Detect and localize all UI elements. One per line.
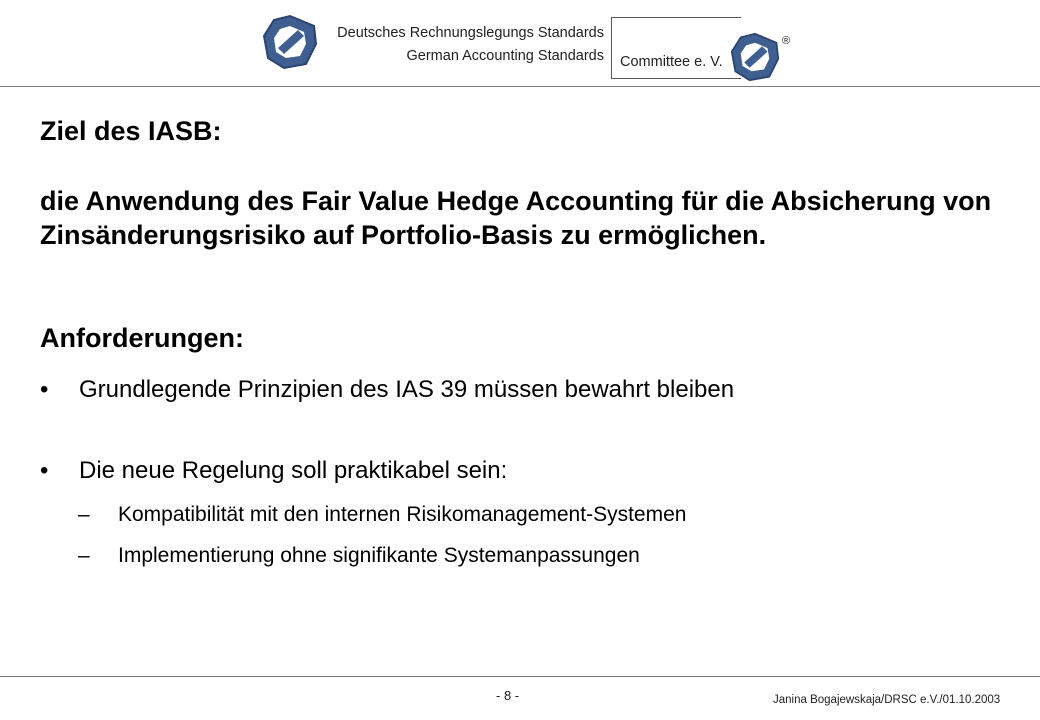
list-item [40,375,940,405]
sub-bullet-text: Kompatibilität mit den internen Risikomanagement-Systemen [118,503,687,526]
header-rule [0,86,1040,87]
sub-bullet-symbol: – [78,544,90,567]
bullet-symbol: • [40,376,49,403]
sub-list-item [78,543,958,569]
registered-mark: ® [782,35,791,47]
bullet-text: Die neue Regelung soll praktikabel sein: [79,457,508,484]
goal-heading: Ziel des IASB: [40,116,222,146]
sub-bullet-text: Implementierung ohne signifikante Systemanpassungen [118,544,640,567]
sub-bullet-symbol: – [78,503,90,526]
list-item [40,456,940,486]
page-number: - 8 - [496,688,520,703]
footer-author-date: Janina Bogajewskaja/DRSC e.V./01.10.2003 [773,694,1001,706]
bullet-text: Grundlegende Prinzipien des IAS 39 müssen bewahrt bleiben [79,376,735,403]
org-name-suffix: Committee e. V. [620,54,723,70]
org-name-english: German Accounting Standards [406,48,604,64]
sub-list-item [78,502,958,528]
footer-rule [0,676,1040,677]
drsc-logo-left [262,14,318,70]
goal-statement: die Anwendung des Fair Value Hedge Accounting für die Absicherung von Zinsänderungsrisiko auf Portfolio-Basis zu ermöglichen. [40,186,992,250]
drsc-logo-right [730,32,780,82]
bullet-symbol: • [40,457,49,484]
requirements-heading: Anforderungen: [40,323,244,353]
org-name-german: Deutsches Rechnungslegungs Standards [337,25,604,41]
